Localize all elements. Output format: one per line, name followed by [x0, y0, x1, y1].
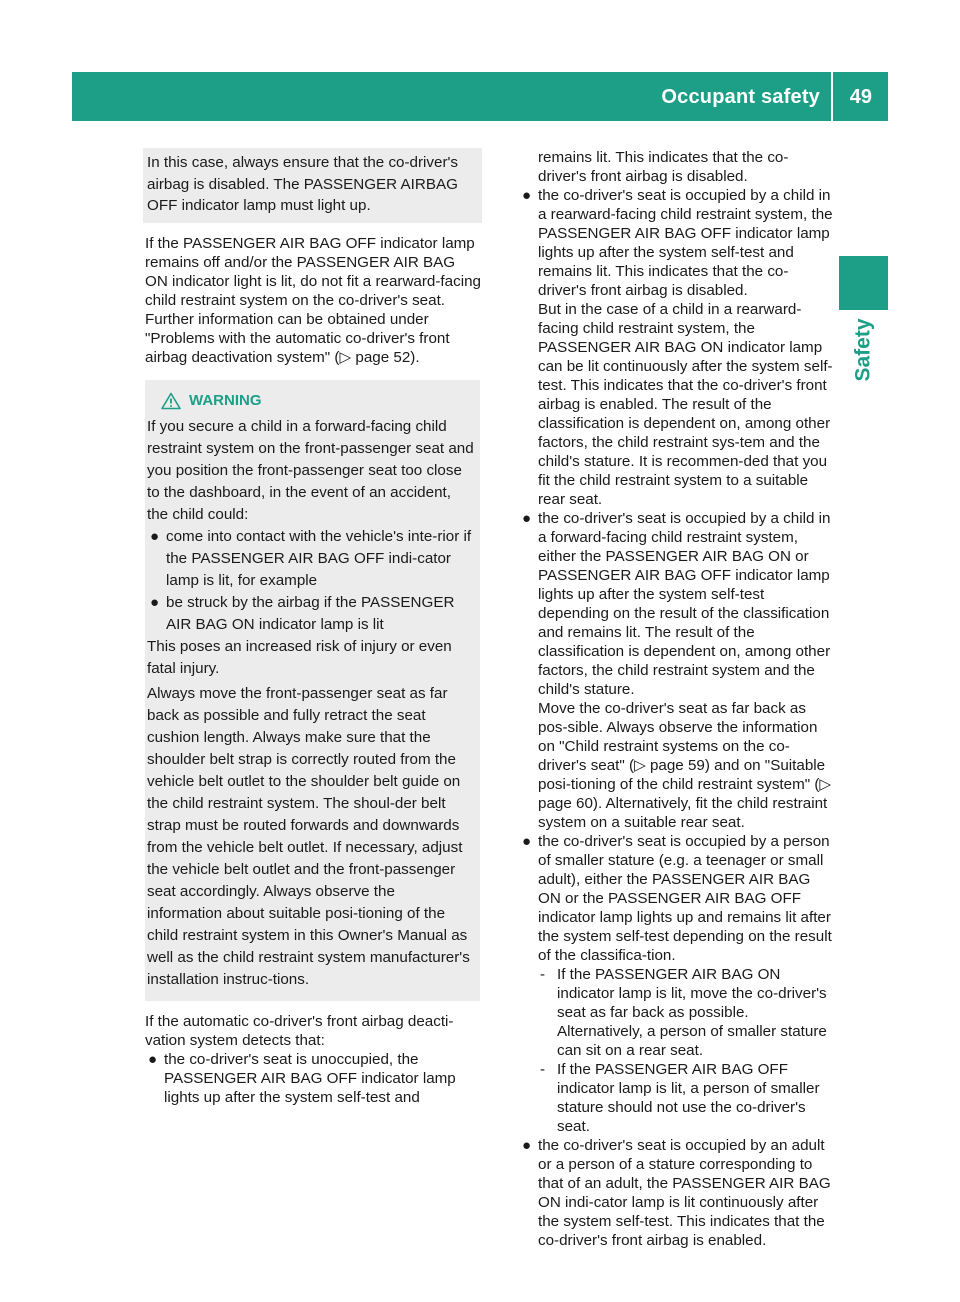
header-divider — [831, 72, 833, 121]
dash-icon: - — [540, 1061, 546, 1078]
chapter-tab — [839, 256, 888, 310]
note-box — [143, 148, 482, 223]
list-item: ● the co-driver's seat is occupied by an adult or a person of a stature corresponding to that of an adult, the PASSENGER AIR BAG ON indi-cator lamp is lit continuously after the system self-test. This indicates that the co-driver's front airbag is enabled. — [522, 1137, 831, 1249]
list-item: ● the co-driver's seat is occupied by a child in a forward-facing child restraint system, either the PASSENGER AIR BAG ON or PASSENGER AIR BAG OFF indicator lamp lights up after the system self-test depending on the result of the classification and remains lit. The result of the classification is dependent on, among other factors, the child restraint system and the child's stature. — [522, 510, 831, 698]
dash-icon: - — [540, 966, 546, 983]
bullet-icon: ● — [150, 527, 160, 545]
warning-box — [145, 380, 480, 1001]
list-item-detail: Move the co-driver's seat as far back as pos-sible. Always observe the information on "Child restraint systems on the co-driver's seat" (▷ page 59) and on "Suitable posi-tioning of the child restraint system" (▷ page 60). Alternatively, fit the child restraint system on a suitable rear seat. — [538, 700, 832, 831]
bullet-icon: ● — [522, 510, 532, 527]
warning-triangle-icon — [161, 392, 181, 410]
list-item: ● come into contact with the vehicle's inte-rior if the PASSENGER AIR BAG OFF indi-cator lamp is lit, for example — [150, 527, 472, 589]
bullet-icon: ● — [522, 833, 532, 850]
page-number: 49 — [849, 86, 872, 108]
note-line: OFF indicator lamp must light up. — [147, 197, 371, 214]
bullet-icon: ● — [150, 593, 160, 611]
continued-text: remains lit. This indicates that the co-driver's front airbag is disabled. — [538, 149, 789, 185]
note-line: airbag is disabled. The PASSENGER AIRBAG — [147, 175, 458, 193]
warning-risk: This poses an increased risk of injury or even fatal injury. — [147, 637, 452, 677]
chapter-label: Safety — [852, 318, 875, 382]
body-paragraph: If the automatic co-driver's front airbag deacti-vation system detects that: — [145, 1012, 454, 1049]
list-item: ● the co-driver's seat is occupied by a person of smaller stature (e.g. a teenager or small adult), either the PASSENGER AIR BAG ON or the PASSENGER AIR BAG OFF indicator lamp lights up and remains lit after the system self-test depending on the result of the classifica-tion. — [522, 833, 832, 964]
warning-advice: Always move the front-passenger seat as far back as possible and fully retract the seat cushion length. Always make sure that the shoulder belt strap is correctly routed from the vehicle belt outlet to the shoulder belt guide on the child restraint system. The shoul-der belt strap must be routed forwards and downwards from the vehicle belt outlet. If necessary, adjust the vehicle belt outlet and the front-passenger seat accordingly. Always observe the information about suitable posi-tioning of the child restraint system in this Owner's Manual as well as the child restraint system manufacturer's installation instruc-tions. — [147, 684, 470, 988]
sub-list-item: - If the PASSENGER AIR BAG OFF indicator lamp is lit, a person of smaller stature should not use the co-driver's seat. — [540, 1061, 820, 1135]
bullet-icon: ● — [522, 187, 532, 204]
sub-list-item: - If the PASSENGER AIR BAG ON indicator lamp is lit, move the co-driver's seat as far back as possible. Alternatively, a person of smaller stature can sit on a rear seat. — [540, 966, 827, 1059]
bullet-icon: ● — [148, 1050, 158, 1068]
list-item-detail: But in the case of a child in a rearward-facing child restraint system, the PASSENGER AIR BAG ON indicator lamp can be lit continuously after the system self-test. This indicates that the co-driver's front airbag is enabled. The result of the classification is dependent on, among other factors, the child restraint sys-tem and the child's stature. It is recommen-ded that you fit the child restraint system to a suitable rear seat. — [538, 301, 833, 508]
body-paragraph: If the PASSENGER AIR BAG OFF indicator lamp remains off and/or the PASSENGER AIR BAG ON indicator light is lit, do not fit a rearward-facing child restraint system on the co-driver's seat. Further information can be obtained under "Problems with the automatic co-driver's front airbag deactivation system" (▷ page 52). — [145, 234, 481, 366]
left-column — [145, 148, 481, 1107]
warning-heading: WARNING — [161, 390, 474, 412]
page-header — [72, 72, 888, 121]
warning-intro: If you secure a child in a forward-facing child restraint system on the front-passenger seat and you position the front-passenger seat too close to the dashboard, in the event of an accident, the child could: — [147, 417, 474, 523]
note-line: In this case, always ensure that the co-driver's — [147, 154, 459, 171]
right-column — [519, 148, 835, 1250]
list-item: ● the co-driver's seat is unoccupied, the PASSENGER AIR BAG OFF indicator lamp lights up after the system self-test and — [148, 1050, 456, 1106]
section-title: Occupant safety — [661, 86, 820, 108]
bullet-icon: ● — [522, 1137, 532, 1154]
list-item: ● be struck by the airbag if the PASSENGER AIR BAG ON indicator lamp is lit — [150, 593, 455, 633]
list-item: ● the co-driver's seat is occupied by a child in a rearward-facing child restraint system, the PASSENGER AIR BAG OFF indicator lamp lights up after the system self-test and remains lit. This indicates that the co-driver's front airbag is disabled. — [522, 187, 833, 299]
